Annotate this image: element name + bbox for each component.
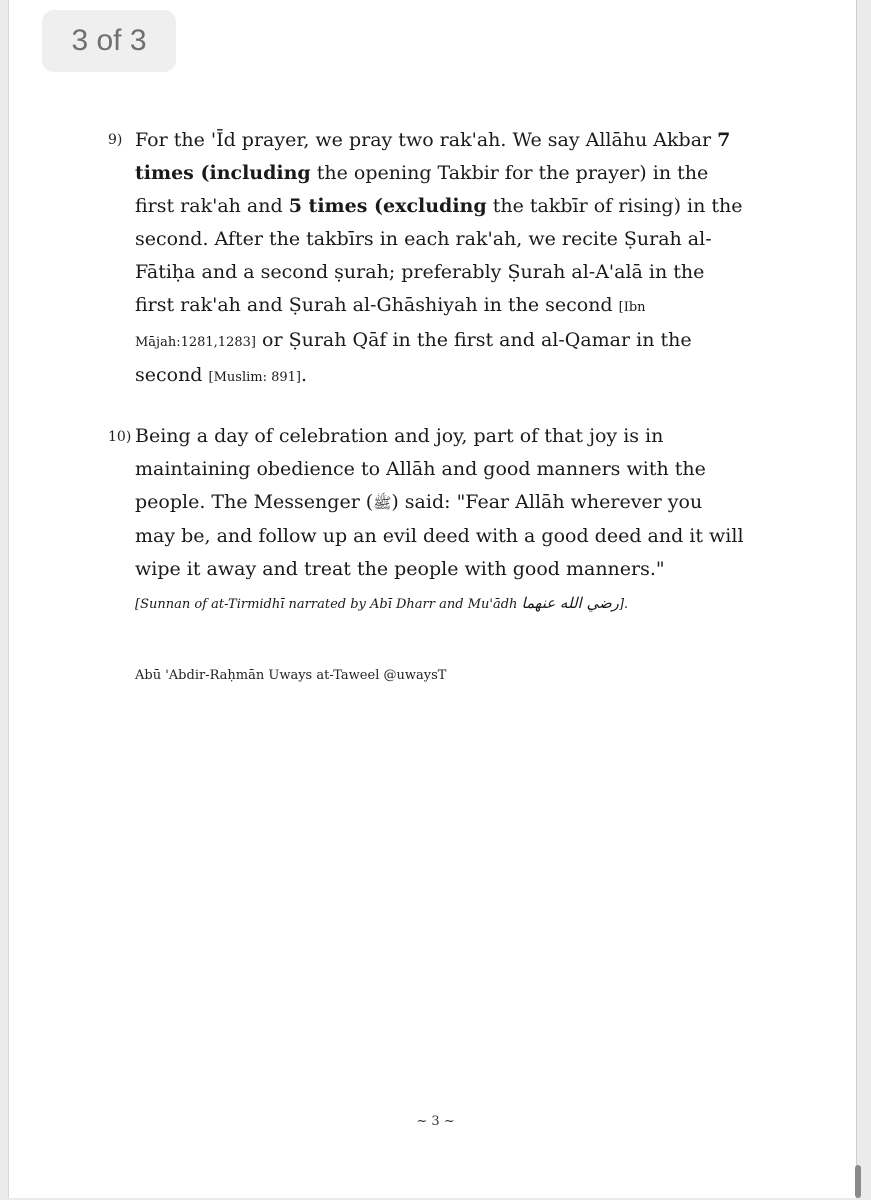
arabic-honorific: رضي الله عنهما (521, 594, 619, 612)
item-bold-text: 7 times (including (135, 129, 731, 184)
citation (135, 586, 748, 622)
item-body (135, 124, 748, 394)
item-text: For the 'Īd prayer, we pray two rak'ah. We say Allāhu Akbar (135, 129, 718, 151)
item-text: Being a day of celebration and joy, part of that joy is in maintaining obedience to Allāh and good manners with the people. The Messenger ( (135, 425, 706, 513)
page-number-footer: ~ 3 ~ (416, 1114, 455, 1129)
item-number: 9) (108, 132, 123, 148)
list-item-9 (108, 124, 748, 394)
author-signature: Abū 'Abdir-Raḥmān Uways at-Taweel @uwaysT (135, 668, 447, 683)
item-text: the takbīr of rising) in the second. After the takbīrs in each rak'ah, we recite Ṣurah al-Fātiḥa and a second ṣurah; preferably Ṣurah al-A'alā in the first rak'ah and Ṣurah al-Ghāshiyah in the second (135, 195, 743, 316)
citation-end: ]. (618, 597, 629, 612)
item-text: ) said: "Fear Allāh wherever you may be, and follow up an evil deed with a good deed and it will wipe it away and treat the people with good manners." (135, 491, 744, 580)
item-body (135, 420, 748, 622)
page-indicator-text: 3 of 3 (71, 24, 147, 57)
page-indicator-badge (42, 10, 176, 72)
item-number: 10) (108, 429, 132, 445)
reference: [Ibn Mājah:1281,1283] (135, 300, 646, 350)
list-item-10 (108, 420, 748, 622)
citation-text: [Sunnan of at-Tirmidhī narrated by Abī Dharr and Mu'ādh (135, 597, 522, 612)
reference: [Muslim: 891] (208, 370, 301, 385)
item-text: the opening Takbir for the prayer) in the first rak'ah and (135, 162, 709, 217)
item-bold-text: 5 times (excluding (288, 195, 487, 217)
item-text: or Ṣurah Qāf in the first and al-Qamar in the second (135, 329, 692, 386)
item-text: . (300, 364, 308, 386)
scrollbar-thumb[interactable] (855, 1165, 861, 1198)
arabic-salutation: ﷺ (373, 494, 392, 512)
